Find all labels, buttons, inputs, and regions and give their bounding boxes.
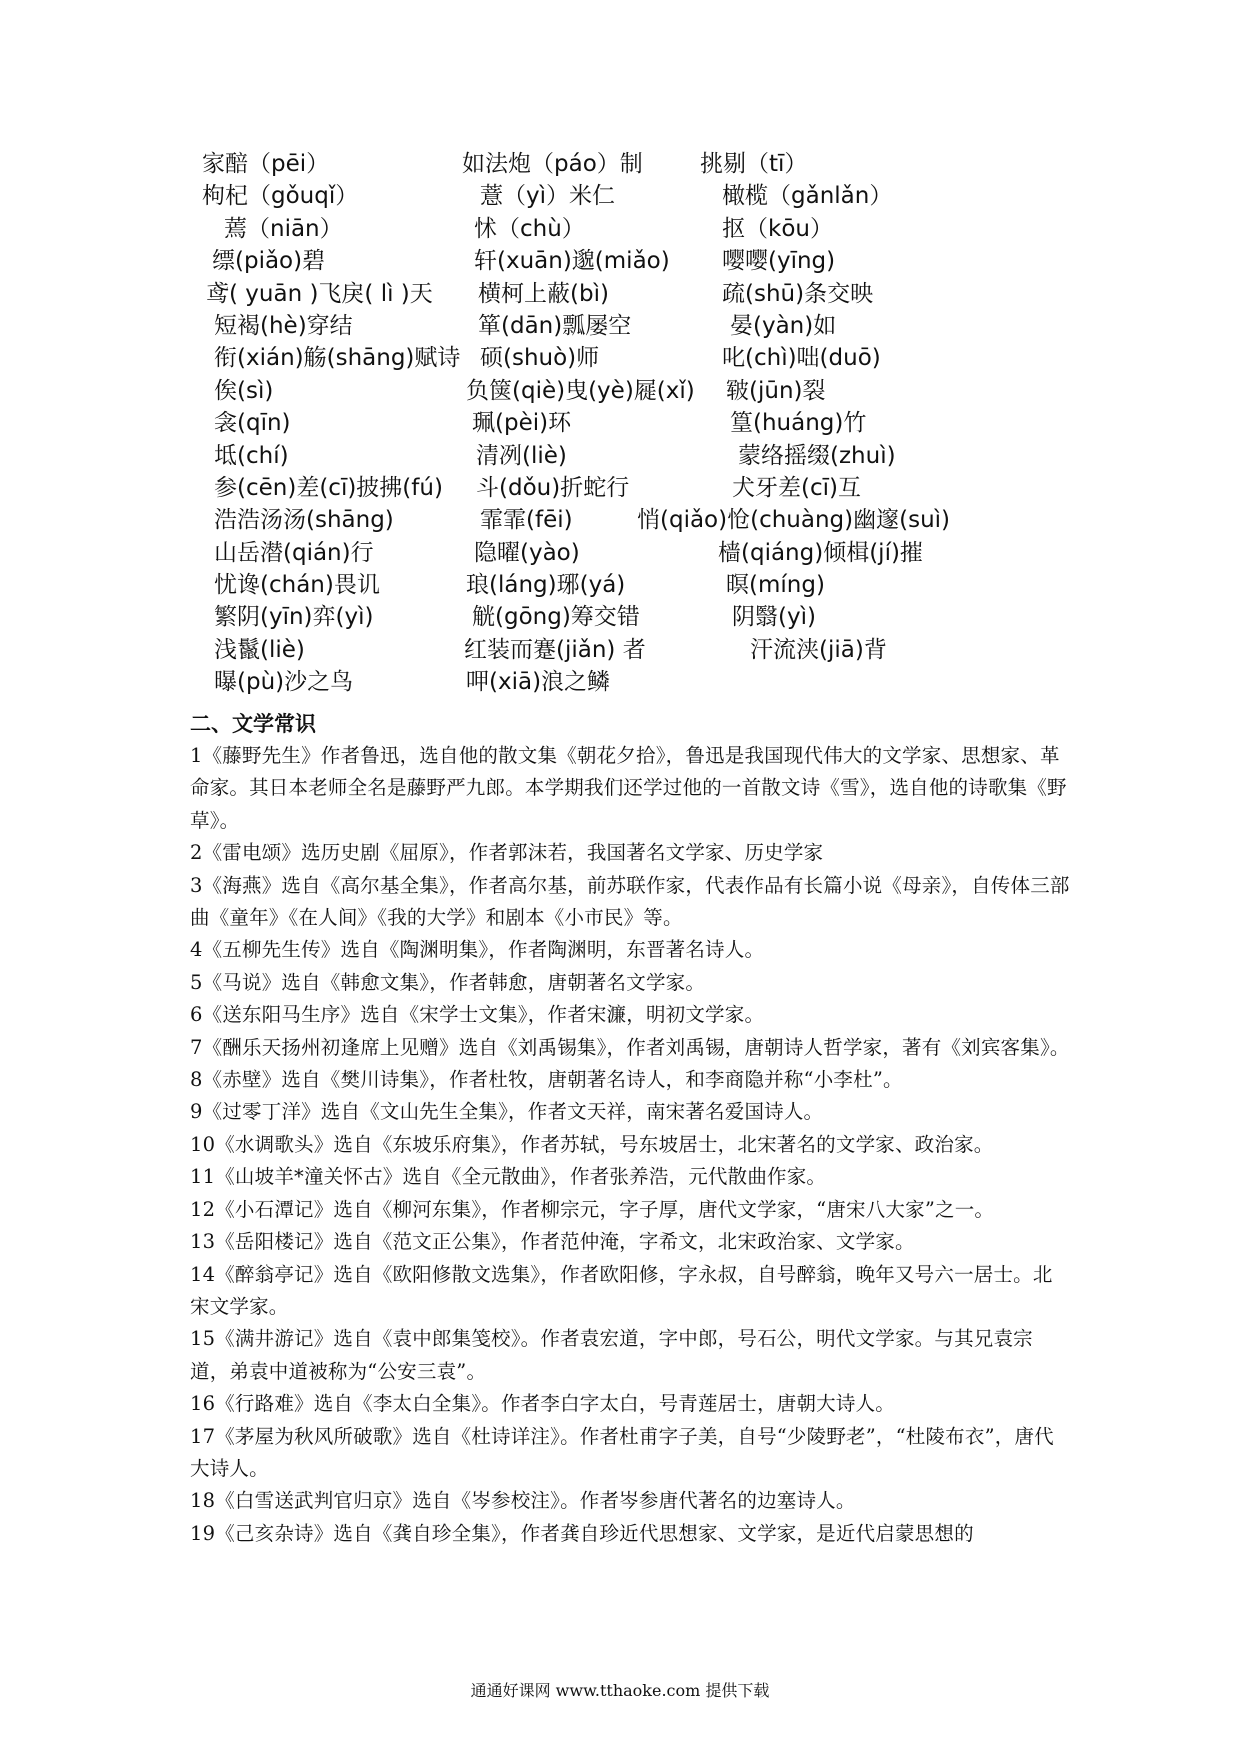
vocab-item: 斗(dǒu)折蛇行 xyxy=(476,474,630,501)
vocab-row xyxy=(0,148,1240,180)
vocab-row xyxy=(0,472,1240,504)
vocab-item: 如法炮（páo）制 xyxy=(462,151,643,177)
literature-paragraph: 8《赤壁》选自《樊川诗集》，作者杜牧，唐朝著名诗人，和李商隐并称“小李杜”。 xyxy=(190,1068,903,1092)
vocab-item: 叱(chì)咄(duō) xyxy=(722,345,881,372)
literature-paragraph: 9《过零丁洋》选自《文山先生全集》，作者文天祥，南宋著名爱国诗人。 xyxy=(190,1100,824,1124)
vocab-row xyxy=(0,310,1240,342)
vocab-item: 樯(qiáng)倾楫(jí)摧 xyxy=(718,539,923,566)
vocab-row xyxy=(0,634,1240,666)
literature-paragraph: 10《水调歌头》选自《东坡乐府集》，作者苏轼，号东坡居士，北宋著名的文学家、政治家。 xyxy=(190,1132,994,1156)
vocab-item: 山岳潜(qián)行 xyxy=(214,539,374,566)
vocabulary-list xyxy=(0,148,1240,699)
vocab-row xyxy=(0,537,1240,569)
literature-paragraph: 13《岳阳楼记》选自《范文正公集》，作者范仲淹，字希文，北宋政治家、文学家。 xyxy=(190,1230,915,1254)
vocab-item: 呷(xiā)浪之鳞 xyxy=(466,669,611,696)
vocab-item: 挑剔（tī） xyxy=(700,151,808,177)
vocab-item: 暝(míng) xyxy=(726,572,825,599)
vocab-row xyxy=(0,569,1240,601)
literature-paragraph: 5《马说》选自《韩愈文集》，作者韩愈，唐朝著名文学家。 xyxy=(190,970,706,994)
vocab-row xyxy=(0,245,1240,277)
vocab-item: 犬牙差(cī)互 xyxy=(732,474,861,501)
literature-paragraph: 14《醉翁亭记》选自《欧阳修散文选集》，作者欧阳修，字永叔，自号醉翁，晚年又号六一居士。北宋文学家。 xyxy=(190,1262,1053,1318)
vocab-item: 俟(sì) xyxy=(214,377,274,404)
vocab-item: 怵（chù） xyxy=(474,215,585,242)
vocab-item: 嘤嘤(yīng) xyxy=(722,248,836,275)
vocab-item: 橄榄（gǎnlǎn） xyxy=(722,183,893,210)
vocab-item: 悄(qiǎo)怆(chuàng)幽邃(suì) xyxy=(637,507,951,534)
literature-paragraph: 11《山坡羊*潼关怀古》选自《全元散曲》，作者张养浩，元代散曲作家。 xyxy=(190,1165,827,1189)
literature-paragraph: 3《海燕》选自《高尔基全集》，作者高尔基，前苏联作家，代表作品有长篇小说《母亲》，自传体三部曲《童年》《在人间》《我的大学》和剧本《小市民》等。 xyxy=(190,873,1070,930)
vocab-item: 薏（yì）米仁 xyxy=(480,183,616,210)
vocab-row xyxy=(0,407,1240,439)
vocab-item: 硕(shuò)师 xyxy=(480,345,600,372)
vocab-item: 汗流浃(jiā)背 xyxy=(750,636,887,663)
literature-paragraph: 4《五柳先生传》选自《陶渊明集》，作者陶渊明，东晋著名诗人。 xyxy=(190,938,765,962)
vocab-item: 抠（kōu） xyxy=(722,215,833,242)
vocab-item: 忧谗(chán)畏讥 xyxy=(214,572,380,599)
vocab-row xyxy=(0,504,1240,536)
literature-paragraph: 19《己亥杂诗》选自《龚自珍全集》，作者龚自珍近代思想家、文学家，是近代启蒙思想的 xyxy=(190,1521,974,1545)
vocab-item: 蔫（niān） xyxy=(224,215,343,242)
literature-paragraph: 12《小石潭记》选自《柳河东集》，作者柳宗元，字子厚，唐代文学家，“唐宋八大家”之一。 xyxy=(190,1197,995,1221)
vocab-item: 衔(xián)觞(shāng)赋诗 xyxy=(214,345,461,372)
vocab-row xyxy=(0,375,1240,407)
vocab-item: 疏(shū)条交映 xyxy=(722,280,874,307)
vocab-item: 觥(gōng)筹交错 xyxy=(472,604,640,631)
vocab-item: 短褐(hè)穿结 xyxy=(214,312,353,339)
vocab-item: 家醅（pēi） xyxy=(202,151,330,177)
vocab-row xyxy=(0,180,1240,212)
vocab-item: 篁(huáng)竹 xyxy=(730,410,867,437)
vocab-item: 蒙络摇缀(zhuì) xyxy=(738,442,896,469)
vocab-item: 负箧(qiè)曳(yè)屣(xǐ) xyxy=(466,377,695,404)
vocab-item: 皲(jūn)裂 xyxy=(726,377,826,404)
vocab-row xyxy=(0,278,1240,310)
vocab-item: 隐曜(yào) xyxy=(474,539,580,566)
vocab-item: 枸杞（gǒuqǐ） xyxy=(202,183,359,210)
vocab-item: 繁阴(yīn)弈(yì) xyxy=(214,604,374,631)
vocab-item: 浩浩汤汤(shāng) xyxy=(214,507,394,534)
vocab-item: 衾(qīn) xyxy=(214,410,291,437)
section-title: 二、文学常识 xyxy=(190,711,316,736)
vocab-item: 曝(pù)沙之鸟 xyxy=(214,669,354,696)
literature-paragraph: 7《酬乐天扬州初逢席上见赠》选自《刘禹锡集》，作者刘禹锡，唐朝诗人哲学家，著有《刘宾客集》。 xyxy=(190,1035,1070,1059)
vocab-item: 霏霏(fēi) xyxy=(480,507,573,534)
vocab-row xyxy=(0,342,1240,374)
vocab-item: 晏(yàn)如 xyxy=(730,312,837,339)
literature-paragraph: 1《藤野先生》作者鲁迅，选自他的散文集《朝花夕拾》，鲁迅是我国现代伟大的文学家、思想家、革命家。其日本老师全名是藤野严九郎。本学期我们还学过他的一首散文诗《雪》，选自他的诗歌集《野草》。 xyxy=(190,744,1067,832)
vocab-item: 横柯上蔽(bì) xyxy=(478,280,609,307)
vocab-item: 坻(chí) xyxy=(214,442,289,469)
vocab-item: 浅鬣(liè) xyxy=(214,636,305,663)
vocab-row xyxy=(0,666,1240,698)
vocab-item: 红装而蹇(jiǎn) 者 xyxy=(464,636,646,663)
vocab-item: 阴翳(yì) xyxy=(732,604,816,631)
vocab-item: 参(cēn)差(cī)披拂(fú) xyxy=(214,474,443,501)
literature-paragraph: 17《茅屋为秋风所破歌》选自《杜诗详注》。作者杜甫字子美，自号“少陵野老”，“杜陵布衣”，唐代大诗人。 xyxy=(190,1424,1054,1480)
literature-paragraph: 15《满井游记》选自《袁中郎集笺校》。作者袁宏道，字中郎，号石公，明代文学家。与其兄袁宗道，弟袁中道被称为“公安三袁”。 xyxy=(190,1327,1033,1383)
vocab-row xyxy=(0,440,1240,472)
vocab-row xyxy=(0,213,1240,245)
vocab-item: 轩(xuān)邈(miǎo) xyxy=(474,248,670,275)
literature-paragraph: 16《行路难》选自《李太白全集》。作者李白字太白，号青莲居士，唐朝大诗人。 xyxy=(190,1392,895,1416)
literature-paragraph: 6《送东阳马生序》选自《宋学士文集》，作者宋濂，明初文学家。 xyxy=(190,1003,765,1027)
vocab-item: 箪(dān)瓢屡空 xyxy=(478,312,632,339)
literature-paragraph: 2《雷电颂》选历史剧《屈原》，作者郭沫若，我国著名文学家、历史学家 xyxy=(190,841,824,865)
vocab-item: 鸢( yuān )飞戾( lì )天 xyxy=(206,280,433,307)
page-footer: 通通好课网 www.tthaoke.com 提供下载 xyxy=(470,1681,770,1700)
literature-notes xyxy=(190,740,1070,1550)
vocab-item: 清冽(liè) xyxy=(476,442,567,469)
vocab-item: 缥(piǎo)碧 xyxy=(212,248,326,275)
literature-paragraph: 18《白雪送武判官归京》选自《岑参校注》。作者岑参唐代著名的边塞诗人。 xyxy=(190,1489,856,1513)
vocab-item: 珮(pèi)环 xyxy=(472,410,572,437)
vocab-row xyxy=(0,601,1240,633)
vocab-item: 琅(láng)琊(yá) xyxy=(466,572,626,599)
